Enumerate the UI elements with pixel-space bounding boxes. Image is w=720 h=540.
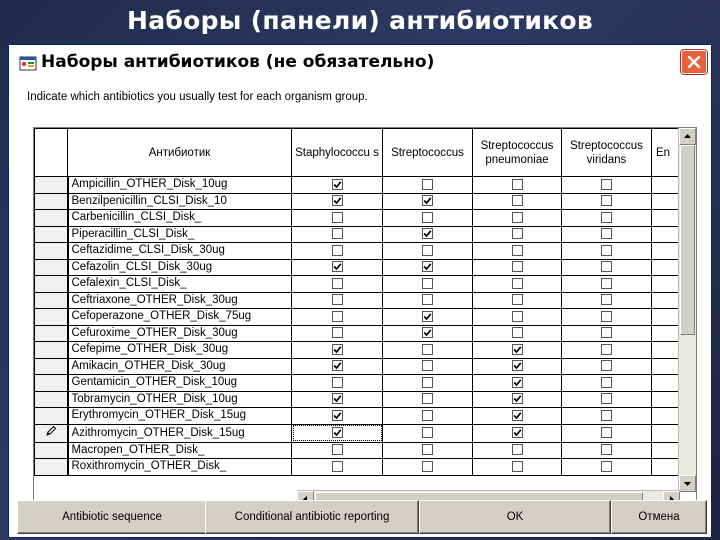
table-row[interactable]	[35, 408, 692, 425]
checkbox-cell[interactable]	[383, 325, 473, 342]
checkbox-checked[interactable]	[422, 195, 433, 206]
checkbox-unchecked[interactable]	[601, 360, 612, 371]
grid-table	[34, 128, 692, 476]
checkbox-cell[interactable]	[473, 459, 562, 476]
checkbox-checked[interactable]	[422, 311, 433, 322]
checkbox-cell[interactable]	[473, 243, 562, 260]
checkbox-cell[interactable]	[292, 358, 383, 375]
checkbox-cell[interactable]	[292, 243, 383, 260]
dialog-window	[8, 44, 712, 538]
antibiotic-name-cell[interactable]: Cefuroxime_OTHER_Disk_30ug	[68, 325, 292, 342]
antibiotic-name-cell[interactable]: Macropen_OTHER_Disk_	[68, 442, 292, 459]
checkbox-cell[interactable]	[562, 391, 652, 408]
checkbox-unchecked[interactable]	[422, 212, 433, 223]
checkbox-cell[interactable]	[562, 424, 652, 442]
checkbox-cell[interactable]	[292, 459, 383, 476]
scroll-up-button[interactable]	[679, 128, 696, 145]
table-row[interactable]	[35, 424, 692, 442]
checkbox-unchecked[interactable]	[601, 294, 612, 305]
checkbox-unchecked[interactable]	[601, 212, 612, 223]
row-selector[interactable]	[35, 424, 68, 442]
checkbox-cell[interactable]	[292, 442, 383, 459]
checkbox-cell[interactable]	[473, 193, 562, 210]
column-header-streptococcus[interactable]: Streptococcus	[383, 129, 473, 177]
checkbox-checked[interactable]	[332, 427, 343, 438]
checkbox-checked[interactable]	[512, 427, 523, 438]
antibiotic-name-cell[interactable]: Cefepime_OTHER_Disk_30ug	[68, 342, 292, 359]
checkbox-unchecked[interactable]	[512, 228, 523, 239]
checkbox-checked[interactable]	[422, 228, 433, 239]
table-row[interactable]	[35, 243, 692, 260]
checkbox-unchecked[interactable]	[601, 410, 612, 421]
grid-header-row	[35, 129, 692, 177]
checkbox-checked[interactable]	[332, 393, 343, 404]
checkbox-cell[interactable]	[562, 210, 652, 227]
checkbox-unchecked[interactable]	[332, 327, 343, 338]
checkbox-unchecked[interactable]	[332, 212, 343, 223]
checkbox-cell[interactable]	[383, 177, 473, 194]
table-row[interactable]	[35, 259, 692, 276]
checkbox-cell[interactable]	[383, 375, 473, 392]
checkbox-cell[interactable]	[383, 210, 473, 227]
checkbox-cell[interactable]	[383, 442, 473, 459]
checkbox-unchecked[interactable]	[422, 444, 433, 455]
checkbox-unchecked[interactable]	[601, 278, 612, 289]
slide-title: Наборы (панели) антибиотиков	[126, 6, 594, 35]
checkbox-checked[interactable]	[512, 360, 523, 371]
checkbox-unchecked[interactable]	[422, 278, 433, 289]
checkbox-unchecked[interactable]	[601, 427, 612, 438]
antibiotic-name-cell[interactable]: Tobramycin_OTHER_Disk_10ug	[68, 391, 292, 408]
checkbox-unchecked[interactable]	[601, 228, 612, 239]
antibiotic-name-cell[interactable]: Ceftriaxone_OTHER_Disk_30ug	[68, 292, 292, 309]
antibiotic-sequence-button[interactable]: Antibiotic sequence	[17, 500, 207, 534]
table-row[interactable]	[35, 210, 692, 227]
checkbox-checked[interactable]	[332, 261, 343, 272]
checkbox-checked[interactable]	[512, 377, 523, 388]
checkbox-cell[interactable]	[562, 459, 652, 476]
checkbox-cell[interactable]	[473, 226, 562, 243]
table-row[interactable]	[35, 342, 692, 359]
checkbox-unchecked[interactable]	[601, 377, 612, 388]
checkbox-cell[interactable]	[383, 193, 473, 210]
checkbox-cell[interactable]	[292, 408, 383, 425]
row-selector[interactable]	[35, 259, 68, 276]
row-selector[interactable]	[35, 276, 68, 293]
checkbox-cell[interactable]	[562, 342, 652, 359]
checkbox-cell[interactable]	[473, 210, 562, 227]
checkbox-cell[interactable]	[292, 391, 383, 408]
checkbox-checked[interactable]	[422, 327, 433, 338]
checkbox-cell[interactable]	[473, 325, 562, 342]
checkbox-unchecked[interactable]	[512, 261, 523, 272]
column-header-streptococcus-pneumoniae[interactable]: Streptococcus pneumoniae	[473, 129, 562, 177]
checkbox-checked[interactable]	[332, 179, 343, 190]
checkbox-unchecked[interactable]	[512, 278, 523, 289]
checkbox-unchecked[interactable]	[601, 461, 612, 472]
row-selector[interactable]	[35, 309, 68, 326]
checkbox-checked[interactable]	[332, 410, 343, 421]
antibiotic-name-cell[interactable]: Piperacillin_CLSI_Disk_	[68, 226, 292, 243]
checkbox-unchecked[interactable]	[512, 212, 523, 223]
checkbox-cell[interactable]	[383, 226, 473, 243]
antibiotic-name-cell[interactable]: Benzilpenicillin_CLSI_Disk_10	[68, 193, 292, 210]
checkbox-cell[interactable]	[473, 309, 562, 326]
antibiotic-name-cell[interactable]: Gentamicin_OTHER_Disk_10ug	[68, 375, 292, 392]
column-header-antibiotic[interactable]: Антибиотик	[68, 129, 292, 177]
checkbox-checked[interactable]	[332, 195, 343, 206]
scroll-down-button[interactable]	[679, 475, 696, 492]
arrow-up-icon	[680, 129, 695, 144]
checkbox-cell[interactable]	[562, 358, 652, 375]
checkbox-cell[interactable]	[473, 442, 562, 459]
window-title: Наборы антибиотиков (не обязательно)	[41, 52, 435, 72]
close-button[interactable]	[681, 50, 707, 74]
checkbox-cell[interactable]	[292, 342, 383, 359]
checkbox-unchecked[interactable]	[601, 327, 612, 338]
checkbox-cell[interactable]	[473, 391, 562, 408]
checkbox-cell[interactable]	[383, 292, 473, 309]
checkbox-unchecked[interactable]	[512, 311, 523, 322]
checkbox-unchecked[interactable]	[601, 444, 612, 455]
checkbox-cell[interactable]	[292, 375, 383, 392]
checkbox-cell[interactable]	[473, 358, 562, 375]
checkbox-cell[interactable]	[562, 325, 652, 342]
checkbox-unchecked[interactable]	[422, 393, 433, 404]
checkbox-unchecked[interactable]	[512, 179, 523, 190]
checkbox-unchecked[interactable]	[422, 461, 433, 472]
checkbox-unchecked[interactable]	[512, 195, 523, 206]
checkbox-cell[interactable]	[383, 391, 473, 408]
checkbox-cell[interactable]	[562, 259, 652, 276]
window-titlebar[interactable]	[9, 45, 711, 81]
checkbox-cell[interactable]	[383, 459, 473, 476]
checkbox-cell[interactable]	[292, 424, 383, 442]
checkbox-cell[interactable]	[473, 177, 562, 194]
antibiotic-name-cell[interactable]: Cefalexin_CLSI_Disk_	[68, 276, 292, 293]
checkbox-unchecked[interactable]	[422, 344, 433, 355]
checkbox-unchecked[interactable]	[512, 294, 523, 305]
checkbox-cell[interactable]	[473, 342, 562, 359]
antibiotic-name-cell[interactable]: Cefazolin_CLSI_Disk_30ug	[68, 259, 292, 276]
row-selector[interactable]	[35, 243, 68, 260]
checkbox-unchecked[interactable]	[601, 195, 612, 206]
checkbox-cell[interactable]	[562, 177, 652, 194]
app-icon	[19, 54, 37, 72]
instruction-text: Indicate which antibiotics you usually test for each organism group.	[27, 91, 368, 103]
cancel-button[interactable]: Отмена	[611, 500, 707, 534]
checkbox-cell[interactable]	[473, 408, 562, 425]
row-selector[interactable]	[35, 226, 68, 243]
row-selector[interactable]	[35, 292, 68, 309]
table-row[interactable]	[35, 177, 692, 194]
checkbox-unchecked[interactable]	[422, 360, 433, 371]
row-selector[interactable]	[35, 408, 68, 425]
checkbox-cell[interactable]	[383, 276, 473, 293]
checkbox-cell[interactable]	[292, 276, 383, 293]
checkbox-cell[interactable]	[292, 193, 383, 210]
checkbox-cell[interactable]	[473, 375, 562, 392]
checkbox-checked[interactable]	[332, 344, 343, 355]
checkbox-unchecked[interactable]	[512, 327, 523, 338]
close-icon	[687, 55, 701, 69]
row-selector[interactable]	[35, 358, 68, 375]
checkbox-checked[interactable]	[512, 344, 523, 355]
checkbox-unchecked[interactable]	[512, 461, 523, 472]
checkbox-cell[interactable]	[292, 259, 383, 276]
checkbox-unchecked[interactable]	[601, 311, 612, 322]
checkbox-unchecked[interactable]	[332, 461, 343, 472]
table-row[interactable]	[35, 442, 692, 459]
checkbox-unchecked[interactable]	[422, 294, 433, 305]
row-selector[interactable]	[35, 177, 68, 194]
checkbox-unchecked[interactable]	[332, 377, 343, 388]
checkbox-cell[interactable]	[292, 325, 383, 342]
table-row[interactable]	[35, 391, 692, 408]
table-row[interactable]	[35, 276, 692, 293]
antibiotic-name-cell[interactable]: Erythromycin_OTHER_Disk_15ug	[68, 408, 292, 425]
checkbox-cell[interactable]	[383, 408, 473, 425]
checkbox-unchecked[interactable]	[601, 344, 612, 355]
arrow-down-icon	[680, 476, 695, 491]
conditional-reporting-button[interactable]: Conditional antibiotic reporting	[205, 500, 419, 534]
checkbox-cell[interactable]	[383, 309, 473, 326]
checkbox-cell[interactable]	[562, 193, 652, 210]
table-row[interactable]	[35, 309, 692, 326]
checkbox-cell[interactable]	[292, 210, 383, 227]
checkbox-cell[interactable]	[383, 342, 473, 359]
checkbox-unchecked[interactable]	[422, 179, 433, 190]
antibiotic-name-cell[interactable]: Ceftazidime_CLSI_Disk_30ug	[68, 243, 292, 260]
checkbox-unchecked[interactable]	[601, 179, 612, 190]
row-selector-header	[35, 129, 68, 177]
antibiotic-grid	[33, 127, 697, 509]
checkbox-cell[interactable]	[473, 276, 562, 293]
column-header-en[interactable]: En	[652, 129, 692, 177]
row-selector[interactable]	[35, 375, 68, 392]
checkbox-unchecked[interactable]	[601, 393, 612, 404]
checkbox-unchecked[interactable]	[422, 427, 433, 438]
table-row[interactable]	[35, 459, 692, 476]
checkbox-cell[interactable]	[473, 259, 562, 276]
row-selector[interactable]	[35, 391, 68, 408]
checkbox-cell[interactable]	[562, 292, 652, 309]
grid-body	[35, 177, 692, 476]
checkbox-unchecked[interactable]	[332, 228, 343, 239]
checkbox-cell[interactable]	[562, 276, 652, 293]
checkbox-cell[interactable]	[562, 226, 652, 243]
antibiotic-name-cell[interactable]: Azithromycin_OTHER_Disk_15ug	[68, 424, 292, 442]
row-selector[interactable]	[35, 325, 68, 342]
checkbox-cell[interactable]	[473, 424, 562, 442]
table-row[interactable]	[35, 325, 692, 342]
antibiotic-name-cell[interactable]: Carbenicillin_CLSI_Disk_	[68, 210, 292, 227]
checkbox-unchecked[interactable]	[601, 245, 612, 256]
checkbox-unchecked[interactable]	[422, 410, 433, 421]
vertical-scrollbar[interactable]	[678, 128, 696, 492]
row-selector[interactable]	[35, 210, 68, 227]
table-row[interactable]	[35, 226, 692, 243]
table-row[interactable]	[35, 193, 692, 210]
checkbox-unchecked[interactable]	[332, 278, 343, 289]
checkbox-unchecked[interactable]	[332, 245, 343, 256]
checkbox-cell[interactable]	[562, 243, 652, 260]
checkbox-cell[interactable]	[383, 243, 473, 260]
pencil-icon	[45, 425, 57, 437]
antibiotic-name-cell[interactable]: Cefoperazone_OTHER_Disk_75ug	[68, 309, 292, 326]
ok-button[interactable]: OK	[419, 500, 611, 534]
vertical-scroll-thumb[interactable]	[680, 145, 695, 335]
antibiotic-name-cell[interactable]: Ampicillin_OTHER_Disk_10ug	[68, 177, 292, 194]
checkbox-cell[interactable]	[383, 358, 473, 375]
checkbox-checked[interactable]	[422, 261, 433, 272]
checkbox-unchecked[interactable]	[422, 245, 433, 256]
checkbox-unchecked[interactable]	[332, 294, 343, 305]
table-row[interactable]	[35, 358, 692, 375]
row-selector[interactable]	[35, 193, 68, 210]
checkbox-cell[interactable]	[383, 424, 473, 442]
checkbox-cell[interactable]	[292, 226, 383, 243]
checkbox-unchecked[interactable]	[601, 261, 612, 272]
checkbox-unchecked[interactable]	[512, 444, 523, 455]
checkbox-cell[interactable]	[292, 177, 383, 194]
checkbox-cell[interactable]	[292, 309, 383, 326]
checkbox-unchecked[interactable]	[332, 444, 343, 455]
checkbox-cell[interactable]	[383, 259, 473, 276]
checkbox-cell[interactable]	[562, 375, 652, 392]
antibiotic-name-cell[interactable]: Roxithromycin_OTHER_Disk_	[68, 459, 292, 476]
checkbox-cell[interactable]	[473, 292, 562, 309]
checkbox-checked[interactable]	[512, 393, 523, 404]
checkbox-unchecked[interactable]	[332, 311, 343, 322]
checkbox-checked[interactable]	[332, 360, 343, 371]
table-row[interactable]	[35, 375, 692, 392]
checkbox-checked[interactable]	[512, 410, 523, 421]
column-header-staphylococcus[interactable]: Staphylococcu s	[292, 129, 383, 177]
column-header-streptococcus-viridans[interactable]: Streptococcus viridans	[562, 129, 652, 177]
row-selector[interactable]	[35, 342, 68, 359]
checkbox-cell[interactable]	[562, 442, 652, 459]
antibiotic-name-cell[interactable]: Amikacin_OTHER_Disk_30ug	[68, 358, 292, 375]
row-selector[interactable]	[35, 459, 68, 476]
checkbox-unchecked[interactable]	[422, 377, 433, 388]
checkbox-unchecked[interactable]	[512, 245, 523, 256]
checkbox-cell[interactable]	[562, 309, 652, 326]
checkbox-cell[interactable]	[562, 408, 652, 425]
table-row[interactable]	[35, 292, 692, 309]
checkbox-cell[interactable]	[292, 292, 383, 309]
row-selector[interactable]	[35, 442, 68, 459]
